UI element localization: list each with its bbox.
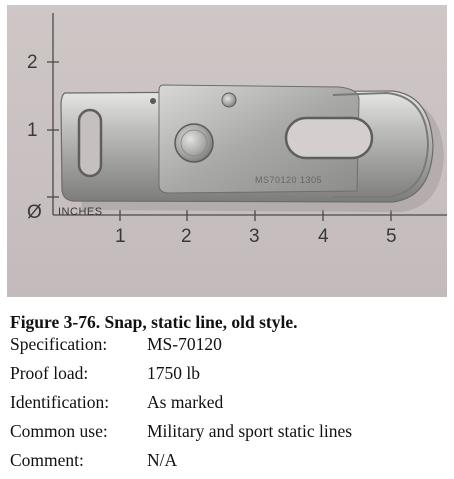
ruler-tick-5: 5 (386, 226, 397, 247)
ruler-side-2: 2 (27, 52, 38, 73)
ruler-zero: Ø (27, 202, 42, 223)
ruler-tick-3: 3 (249, 226, 260, 247)
left-slot (79, 110, 101, 176)
spec-value: MS-70120 (147, 334, 222, 354)
ruler-unit-label: INCHES (58, 206, 103, 218)
figure-caption: Figure 3-76. Snap, static line, old style. (10, 312, 298, 332)
small-rivet (222, 93, 236, 107)
spec-value: As marked (147, 392, 224, 412)
spec-label: Specification: (10, 334, 108, 354)
spec-label: Identification: (10, 392, 110, 412)
snap-photo (7, 5, 447, 297)
spec-value: N/A (147, 450, 178, 470)
spec-row-specification (10, 334, 446, 363)
spec-value: 1750 lb (147, 363, 200, 383)
spec-table (10, 334, 446, 479)
ruler-tick-2: 2 (181, 226, 192, 247)
spec-row-identification (10, 392, 446, 421)
spec-row-common-use (10, 421, 446, 450)
ruler-tick-1: 1 (115, 226, 126, 247)
spec-row-proof-load (10, 363, 446, 392)
part-marking: MS70120 1305 (255, 175, 323, 185)
ruler-tick-4: 4 (318, 226, 329, 247)
spec-row-comment (10, 450, 446, 479)
spec-label: Proof load: (10, 363, 89, 383)
spec-label: Comment: (10, 450, 84, 470)
ruler-side-1: 1 (27, 120, 38, 141)
small-hole (150, 98, 156, 104)
snap-illustration (7, 5, 447, 297)
spec-value: Military and sport static lines (147, 421, 353, 441)
right-slot (286, 118, 372, 158)
spec-label: Common use: (10, 421, 108, 441)
